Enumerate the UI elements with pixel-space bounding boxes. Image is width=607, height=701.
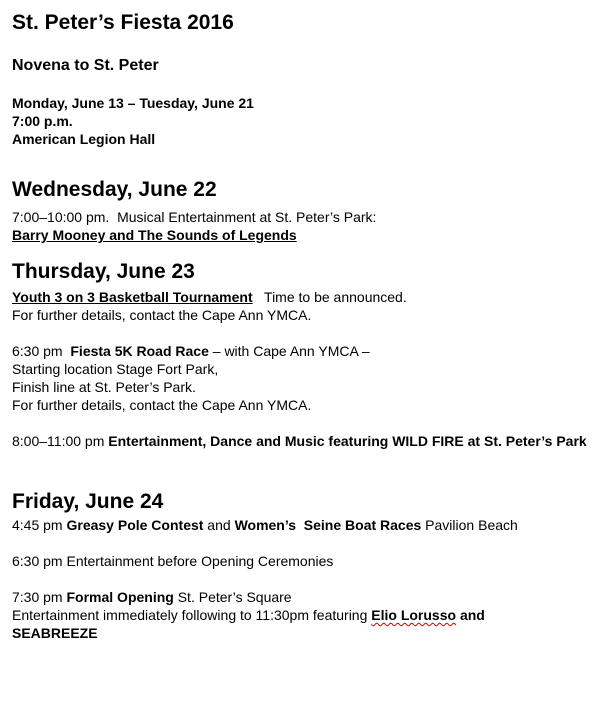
thursday-entertainment-title: Entertainment, Dance and Music featuring WILD FIRE at St. Peter’s Park [108, 433, 587, 449]
friday-heading: Friday, June 24 [12, 490, 164, 513]
formal-opening-event [12, 588, 592, 606]
greasy-pole-event [12, 516, 532, 534]
greasy-pole-title: Greasy Pole Contest [66, 517, 204, 533]
following-text: Entertainment immediately following to 11:30pm featuring [12, 607, 372, 623]
greasy-pole-and: and [203, 517, 235, 533]
basketball-title: Youth 3 on 3 Basketball Tournament [12, 289, 253, 305]
document-title: St. Peter’s Fiesta 2016 [12, 11, 234, 34]
greasy-pole-time: 4:45 pm [12, 517, 67, 533]
novena-details [12, 94, 592, 148]
novena-location: American Legion Hall [12, 131, 156, 147]
road-race-finish: Finish line at St. Peter’s Park. [12, 379, 196, 395]
basketball-event [12, 288, 592, 306]
basketball-note: Time to be announced. [252, 289, 407, 305]
thursday-entertainment-time: 8:00–11:00 pm [12, 433, 109, 449]
thursday-heading: Thursday, June 23 [12, 260, 195, 283]
performer-group: SEABREEZE [12, 625, 98, 641]
road-race-title: Fiesta 5K Road Race [70, 343, 209, 359]
wednesday-performers: Barry Mooney and The Sounds of Legends [12, 227, 297, 243]
novena-heading: Novena to St. Peter [12, 57, 159, 74]
road-race-contact: For further details, contact the Cape Ann YMCA. [12, 397, 312, 413]
seine-boat-location: Pavilion Beach [421, 517, 518, 533]
opening-entertainment: 6:30 pm Entertainment before Opening Ceremonies [12, 553, 334, 569]
friday-section [12, 516, 592, 642]
thursday-section [12, 288, 592, 450]
novena-dates: Monday, June 13 – Tuesday, June 21 [12, 95, 254, 111]
formal-opening-time: 7:30 pm [12, 589, 67, 605]
wednesday-section [12, 208, 592, 244]
following-entertainment [12, 606, 592, 624]
novena-time: 7:00 p.m. [12, 113, 73, 129]
thursday-entertainment [12, 432, 592, 450]
road-race-time: 6:30 pm [12, 343, 71, 359]
wednesday-heading: Wednesday, June 22 [12, 178, 217, 201]
wednesday-line-1: 7:00–10:00 pm. Musical Entertainment at St. Peter’s Park: [12, 209, 377, 225]
formal-opening-title: Formal Opening [66, 589, 174, 605]
formal-opening-location: St. Peter’s Square [173, 589, 292, 605]
performer-and: and [456, 607, 485, 623]
seine-boat-title: Women’s Seine Boat Races [234, 517, 422, 533]
performer-name: Elio Lorusso [371, 607, 457, 623]
basketball-contact: For further details, contact the Cape Ann YMCA. [12, 307, 312, 323]
road-race-with: – with Cape Ann YMCA – [208, 343, 370, 359]
road-race-start: Starting location Stage Fort Park, [12, 361, 219, 377]
document [12, 10, 592, 642]
road-race-event [12, 342, 592, 360]
